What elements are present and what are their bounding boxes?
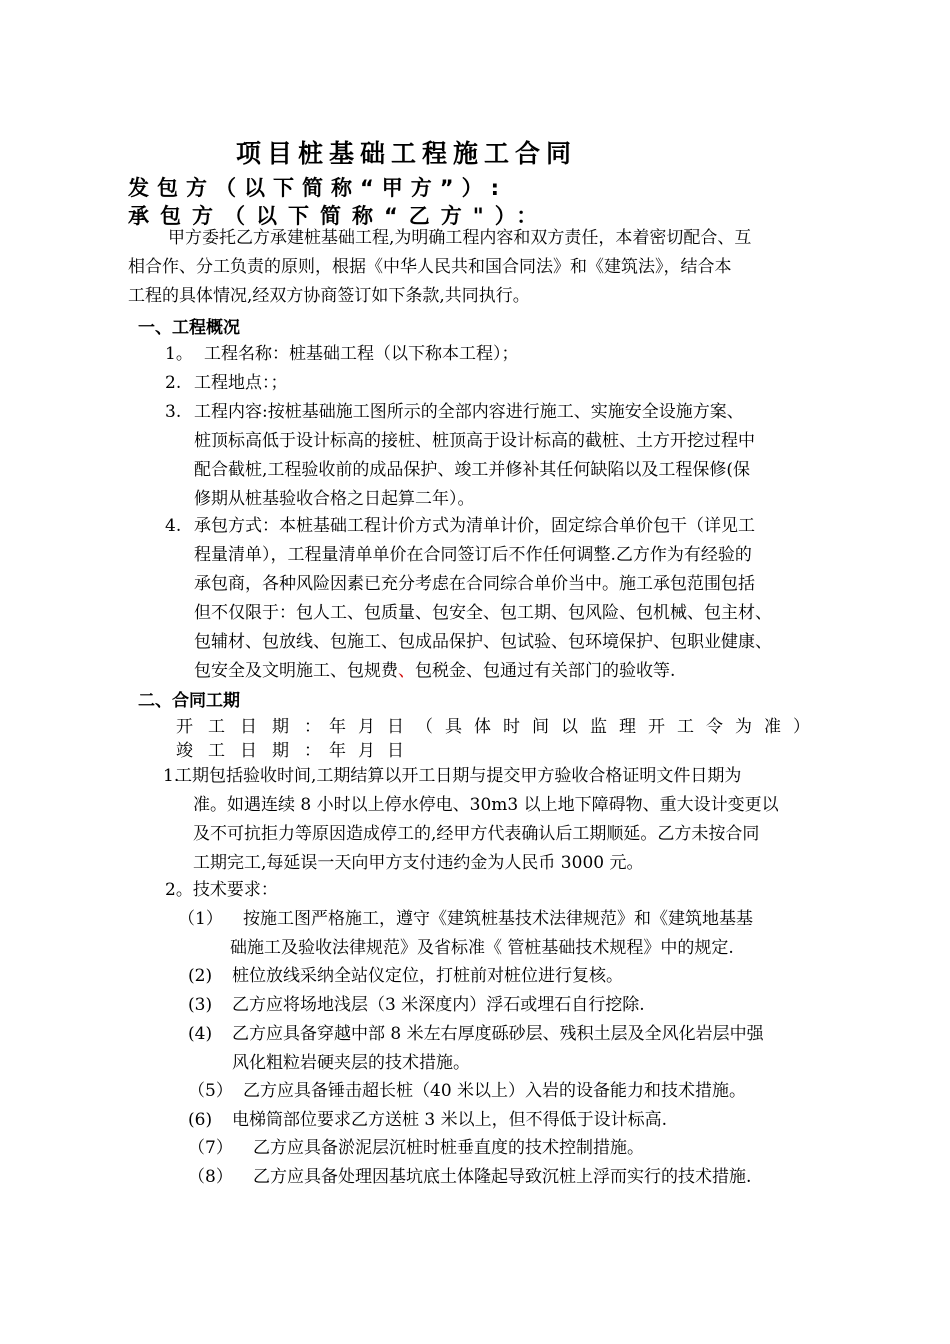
item-line: 承包商，各种风险因素已充分考虑在合同综合单价当中。施工承包范围包括 bbox=[194, 574, 755, 594]
item-text-block bbox=[194, 512, 772, 686]
tech-item-text: 乙方应具备处理因基坑底土体隆起导致沉桩上浮而实行的技术措施. bbox=[253, 1167, 752, 1187]
item-text: 工程地点：； bbox=[194, 373, 288, 393]
section-heading-period: 二、合同工期 bbox=[138, 691, 240, 711]
start-date-value: 年月日（具体时间以监理开工令为准） bbox=[329, 717, 822, 737]
item-line bbox=[194, 657, 772, 686]
tech-item-number: (4) bbox=[188, 1024, 213, 1044]
item-line: 但不仅限于：包人工、包质量、包安全、包工期、包风险、包机械、包主材、 bbox=[194, 603, 772, 623]
party-a-line: 发包方（以下简称“甲方”）: bbox=[128, 176, 508, 200]
tech-item-number: （1） bbox=[178, 909, 223, 929]
item-line: 风化粗粒岩硬夹层的技术措施。 bbox=[232, 1053, 470, 1073]
item-line: 程量清单），工程量清单单价在合同签订后不作任何调整.乙方作为有经验的 bbox=[194, 545, 752, 565]
item-line: 包辅材、包放线、包施工、包成品保护、包试验、包环境保护、包职业健康、 bbox=[194, 632, 772, 652]
end-date-value: 年月日 bbox=[329, 741, 416, 761]
item-number: 1。 bbox=[165, 344, 193, 364]
item-number: 4. bbox=[165, 516, 182, 536]
intro-paragraph bbox=[128, 224, 751, 311]
intro-line: 相合作、分工负责的原则，根据《中华人民共和国合同法》和《建筑法》，结合本 bbox=[128, 257, 732, 277]
end-date-label: 竣工日期： bbox=[176, 741, 336, 761]
tech-item-number: (6) bbox=[188, 1110, 213, 1130]
item-line: 准。如遇连续 8 小时以上停水停电、30m3 以上地下障碍物、重大设计变更以 bbox=[193, 795, 779, 815]
item-line: 承包方式：本桩基础工程计价方式为清单计价，固定综合单价包干（详见工 bbox=[194, 516, 755, 536]
start-date-label: 开工日期： bbox=[176, 717, 336, 737]
tech-item-number: （7） bbox=[188, 1138, 233, 1158]
section-heading-overview: 一、工程概况 bbox=[138, 318, 240, 338]
tech-item-number: (3) bbox=[188, 995, 213, 1015]
item-line: 工程内容:按桩基础施工图所示的全部内容进行施工、实施安全设施方案、 bbox=[194, 402, 744, 422]
item-line: 修期从桩基验收合格之日起算二年）。 bbox=[194, 489, 475, 509]
intro-line: 甲方委托乙方承建桩基础工程,为明确工程内容和双方责任，本着密切配合、互 bbox=[168, 228, 752, 248]
item-text-block bbox=[194, 398, 755, 514]
item-line: 及不可抗拒力等原因造成停工的,经甲方代表确认后工期顺延。乙方未按合同 bbox=[193, 824, 760, 844]
item-line: 桩顶标高低于设计标高的接桩、桩顶高于设计标高的截桩、土方开挖过程中 bbox=[194, 431, 755, 451]
tech-item-text: 电梯筒部位要求乙方送桩 3 米以上，但不得低于设计标高. bbox=[232, 1110, 668, 1130]
tech-item-text: 乙方应具备淤泥层沉桩时桩垂直度的技术控制措施。 bbox=[253, 1138, 644, 1158]
item-text-block bbox=[175, 762, 779, 878]
item-line: 工期包括验收时间,工期结算以开工日期与提交甲方验收合格证明文件日期为 bbox=[175, 766, 742, 786]
tech-item-text: 桩位放线采纳全站仪定位，打桩前对桩位进行复核。 bbox=[232, 966, 623, 986]
item-line: 按施工图严格施工，遵守《建筑桩基技术法律规范》和《建筑地基基 bbox=[243, 909, 753, 929]
item-line-part: 包安全及文明施工、包规费 bbox=[194, 661, 398, 681]
party-b-line: 承包方（以下简称“乙方"）： bbox=[128, 204, 549, 228]
item-text: 工程名称：桩基础工程（以下称本工程）； bbox=[204, 344, 519, 364]
tech-requirements-heading: 2。技术要求： bbox=[165, 880, 278, 900]
tech-item-number: （5） bbox=[188, 1081, 233, 1101]
intro-line: 工程的具体情况,经双方协商签订如下条款,共同执行。 bbox=[128, 286, 530, 306]
item-line: 工期完工,每延误一天向甲方支付违约金为人民币 3000 元。 bbox=[193, 853, 644, 873]
tech-item-number: （8） bbox=[188, 1167, 233, 1187]
item-line: 础施工及验收法律规范》及省标准《 管桩基础技术规程》中的规定. bbox=[230, 938, 734, 958]
tech-item-text bbox=[230, 905, 753, 963]
document-title: 项目桩基础工程施工合同 bbox=[236, 139, 578, 168]
tech-item-number: (2) bbox=[188, 966, 213, 986]
tech-item-text: 乙方应具备锤击超长桩（40 米以上）入岩的设备能力和技术措施。 bbox=[243, 1081, 747, 1101]
item-line: 乙方应具备穿越中部 8 米左右厚度砾砂层、残积土层及全风化岩层中强 bbox=[232, 1024, 764, 1044]
item-number: 2. bbox=[165, 373, 182, 393]
item-line: 配合截桩,工程验收前的成品保护、竣工并修补其任何缺陷以及工程保修(保 bbox=[194, 460, 751, 480]
red-punctuation-mark: 、 bbox=[398, 661, 415, 681]
item-number: 1. bbox=[163, 766, 180, 786]
tech-item-text bbox=[232, 1020, 764, 1078]
tech-item-text: 乙方应将场地浅层（3 米深度内）浮石或埋石自行挖除. bbox=[232, 995, 645, 1015]
item-number: 3. bbox=[165, 402, 182, 422]
item-line-part: 包税金、包通过有关部门的验收等. bbox=[415, 661, 676, 681]
